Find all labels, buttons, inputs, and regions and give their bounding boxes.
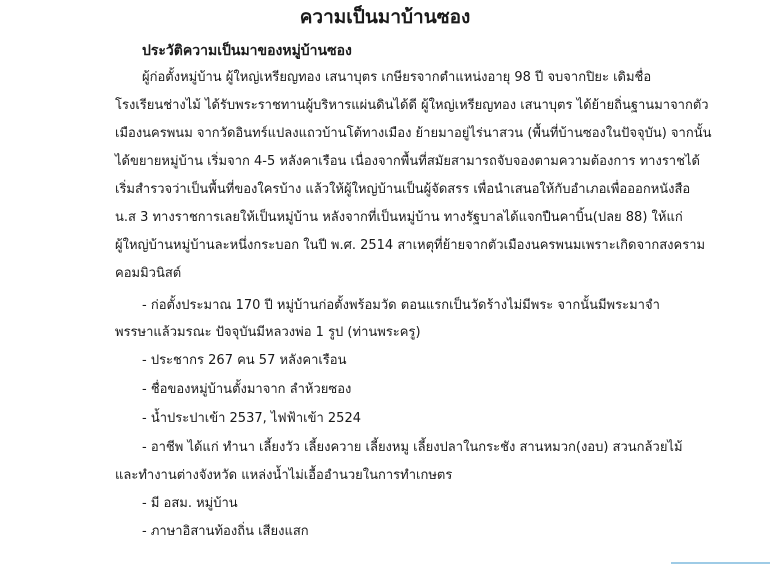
occupation-bullet-continuation: และทำงานต่างจังหวัด แหล่งน้ำไม่เอื้ออำนวยในการทำเกษตร bbox=[115, 468, 453, 483]
page-title: ความเป็นมาบ้านซอง bbox=[299, 6, 471, 28]
section-heading: ประวัติความเป็นมาของหมู่บ้านซอง bbox=[142, 43, 352, 59]
history-paragraph-line: เริ่มสำรวจว่าเป็นพื้นที่ของใครบ้าง แล้วให้ผู้ใหญ่บ้านเป็นผู้จัดสรร เพื่อนำเสนอให้กับอำเภอเพื่อออกหนังสือ bbox=[115, 182, 691, 197]
history-paragraph-line: ผู้ใหญ่บ้านหมู่บ้านละหนึ่งกระบอก ในปี พ.ศ. 2514 สาเหตุที่ย้ายจากตัวเมืองนครพนมเพราะเกิดจากสงคราม bbox=[115, 238, 706, 253]
village-name-bullet: - ชื่อของหมู่บ้านตั้งมาจาก ลำห้วยซอง bbox=[142, 382, 352, 397]
population-bullet: - ประชากร 267 คน 57 หลังคาเรือน bbox=[142, 353, 347, 368]
history-paragraph-line: น.ส 3 ทางราชการเลยให้เป็นหมู่บ้าน หลังจากที่เป็นหมู่บ้าน ทางรัฐบาลได้แจกปืนคาบิ้น(ปลย 88) ให้แก่ bbox=[115, 210, 683, 225]
occupation-bullet: - อาชีพ ได้แก่ ทำนา เลี้ยงวัว เลี้ยงควาย เลี้ยงหมู เลี้ยงปลาในกระชัง สานหมวก(งอบ) สวนกล้วยไม้ bbox=[142, 440, 683, 455]
history-paragraph-line: โรงเรียนช่างไม้ ได้รับพระราชทานผู้บริหารแผ่นดินได้ดี ผู้ใหญ่เหรียญทอง เสนาบุตร ได้ย้ายถิ่นฐานมาจากตัว bbox=[115, 98, 709, 113]
health-volunteer-bullet: - มี อสม. หมู่บ้าน bbox=[142, 496, 238, 511]
language-bullet: - ภาษาอิสานท้องถิ่น เสียงแสก bbox=[142, 524, 309, 539]
history-paragraph-line: เมืองนครพนม จากวัดอินทร์แปลงแถวบ้านโต้ทางเมือง ย้ายมาอยู่ไร่นาสวน (พื้นที่บ้านซองในปัจจุบัน) จากนั้น bbox=[115, 126, 712, 141]
history-paragraph-line: ได้ขยายหมู่บ้าน เริ่มจาก 4-5 หลังคาเรือน เนื่องจากพื้นที่สมัยสามารถจับจองตามความต้องการ ทางราชได้ bbox=[115, 154, 700, 169]
founding-bullet: - ก่อตั้งประมาณ 170 ปี หมู่บ้านก่อตั้งพร้อมวัด ตอนแรกเป็นวัดร้างไม่มีพระ จากนั้นมีพระมาจำ bbox=[142, 298, 660, 313]
utilities-bullet: - น้ำประปาเข้า 2537, ไฟฟ้าเข้า 2524 bbox=[142, 411, 361, 426]
founding-bullet-continuation: พรรษาแล้วมรณะ ปัจจุบันมีหลวงพ่อ 1 รูป (ท่านพระครู) bbox=[115, 325, 421, 340]
history-paragraph-line: คอมมิวนิสต์ bbox=[115, 266, 182, 281]
history-paragraph-line: ผู้ก่อตั้งหมู่บ้าน ผู้ใหญ่เหรียญทอง เสนาบุตร เกษียรจากตำแหน่งอายุ 98 ปี จบจากปิยะ เดิมชื่อ bbox=[142, 70, 652, 85]
